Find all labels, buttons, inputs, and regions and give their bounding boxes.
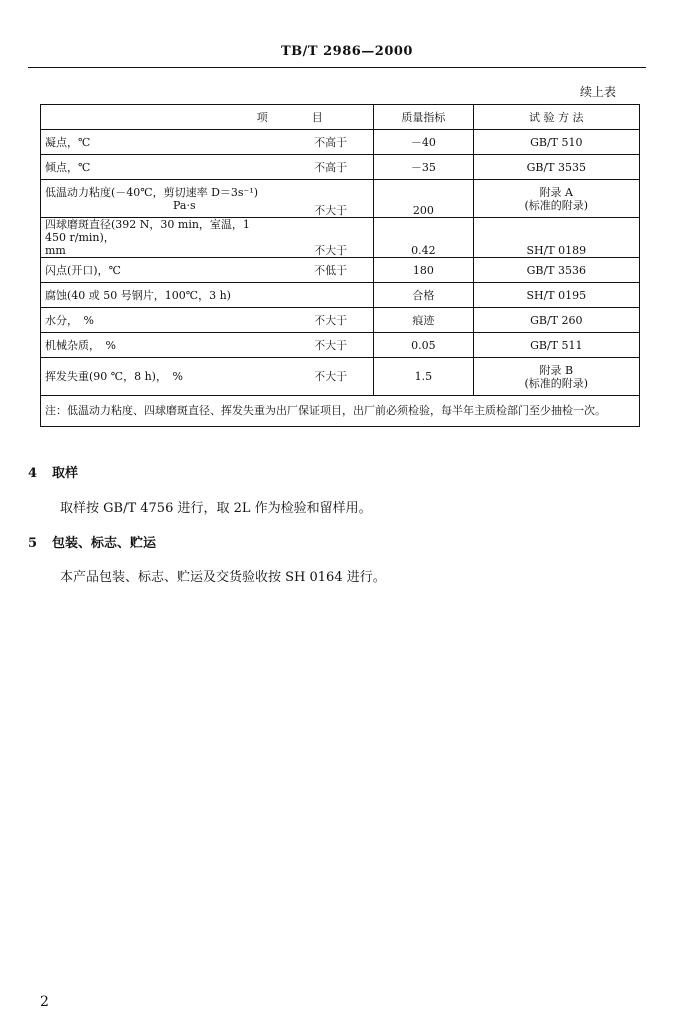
item-qualifier: 不大于 <box>278 308 374 333</box>
item-value: 180 <box>374 258 474 283</box>
item-unit: mm <box>45 244 66 257</box>
item-method-note: (标准的附录) <box>524 198 589 212</box>
item-name: 机械杂质， % <box>41 333 278 358</box>
column-header-item: 项 <box>41 105 278 130</box>
item-name: 挥发失重(90 ℃，8 h)， % <box>41 358 278 396</box>
section-title: 包装、标志、贮运 <box>52 536 157 551</box>
section-title: 取样 <box>52 466 79 481</box>
item-qualifier: 不大于 <box>278 358 374 396</box>
item-name: 低温动力粘度(－40℃，剪切速率 D＝3s⁻¹) <box>45 185 259 199</box>
page-number: 2 <box>40 994 49 1010</box>
item-qualifier: 不高于 <box>278 130 374 155</box>
item-name: 四球磨斑直径(392 N，30 min，室温，1 450 r/min)， <box>45 218 250 244</box>
column-header-value: 质量指标 <box>374 105 474 130</box>
item-method: SH/T 0195 <box>473 283 639 308</box>
item-name: 倾点，℃ <box>41 155 278 180</box>
item-value: 0.05 <box>374 333 474 358</box>
header-rule <box>28 67 646 68</box>
table-row <box>41 180 640 218</box>
item-value: 痕迹 <box>374 308 474 333</box>
column-header-item-2: 目 <box>278 105 374 130</box>
table-row <box>41 333 640 358</box>
item-unit: Pa·s <box>173 198 196 212</box>
item-value: －40 <box>374 130 474 155</box>
table-row <box>41 258 640 283</box>
table-row <box>41 155 640 180</box>
item-method: 附录 A <box>539 185 574 199</box>
section-paragraph-packaging: 本产品包装、标志、贮运及交货验收按 SH 0164 进行。 <box>60 570 386 585</box>
item-qualifier: 不大于 <box>278 180 374 218</box>
continued-label: 续上表 <box>579 85 616 99</box>
item-method: GB/T 3535 <box>473 155 639 180</box>
item-value: 0.42 <box>374 218 474 258</box>
table-row <box>41 283 640 308</box>
item-method-cell <box>473 358 639 396</box>
item-qualifier: 不低于 <box>278 258 374 283</box>
item-name: 凝点，℃ <box>41 130 278 155</box>
item-qualifier <box>278 283 374 308</box>
item-name: 闪点(开口)，℃ <box>41 258 278 283</box>
document-header: TB/T 2986—2000 <box>281 44 413 59</box>
item-method: GB/T 3536 <box>473 258 639 283</box>
table-note-row <box>41 396 640 427</box>
item-method-note: (标准的附录) <box>524 376 589 390</box>
table-note: 注：低温动力粘度、四球磨斑直径、挥发失重为出厂保证项目，出厂前必须检验，每半年主质检部门至少抽检一次。 <box>41 396 640 427</box>
item-qualifier: 不高于 <box>278 155 374 180</box>
table-header-row <box>41 105 640 130</box>
section-number: 5 <box>28 536 38 551</box>
item-name-cell <box>41 218 278 258</box>
item-value: －35 <box>374 155 474 180</box>
item-method-cell <box>473 180 639 218</box>
item-method: GB/T 260 <box>473 308 639 333</box>
item-qualifier: 不大于 <box>278 333 374 358</box>
table-row <box>41 308 640 333</box>
item-value: 1.5 <box>374 358 474 396</box>
section-heading-sampling <box>28 462 78 481</box>
item-value: 200 <box>374 180 474 218</box>
item-qualifier: 不大于 <box>278 218 374 258</box>
table-row <box>41 218 640 258</box>
item-name-cell <box>41 180 278 218</box>
quality-spec-table <box>40 104 640 427</box>
item-name: 腐蚀(40 或 50 号钢片，100℃，3 h) <box>41 283 278 308</box>
item-value: 合格 <box>374 283 474 308</box>
item-method: SH/T 0189 <box>473 218 639 258</box>
table-row <box>41 358 640 396</box>
section-paragraph-sampling: 取样按 GB/T 4756 进行，取 2L 作为检验和留样用。 <box>60 501 372 516</box>
item-method: GB/T 511 <box>473 333 639 358</box>
item-method: 附录 B <box>539 363 574 377</box>
item-name: 水分， % <box>41 308 278 333</box>
table-row <box>41 130 640 155</box>
section-number: 4 <box>28 466 38 481</box>
item-method: GB/T 510 <box>473 130 639 155</box>
column-header-method: 试 验 方 法 <box>473 105 639 130</box>
section-heading-packaging <box>28 532 156 551</box>
